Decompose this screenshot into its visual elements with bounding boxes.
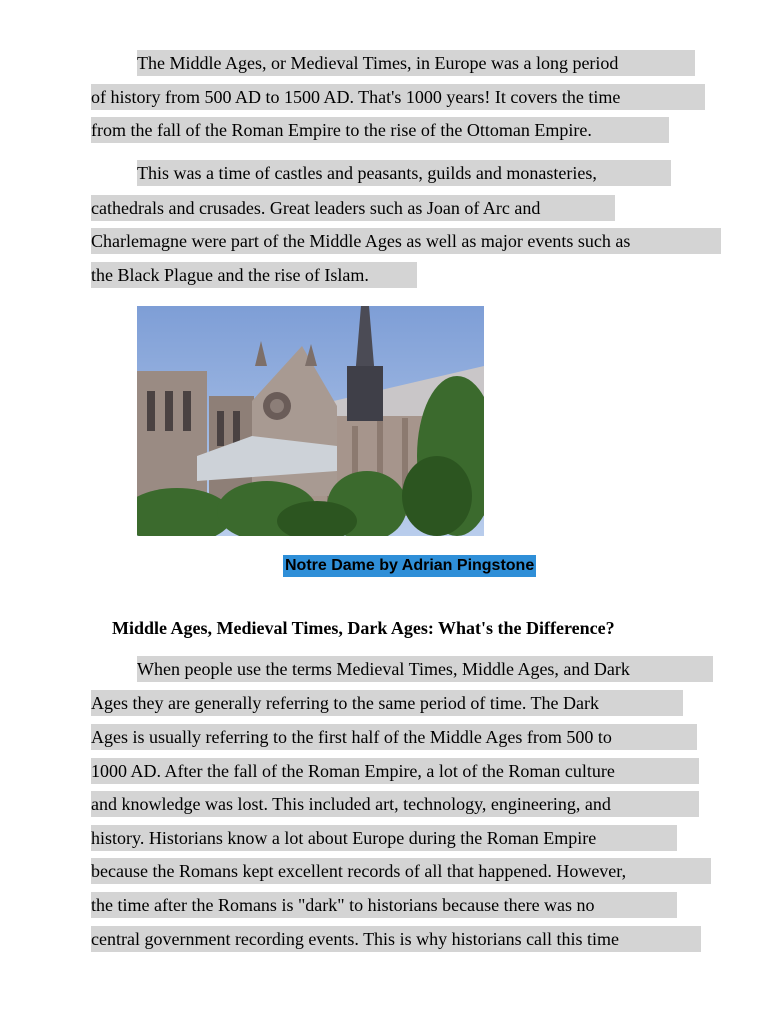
paragraph-line: because the Romans kept excellent records of all that happened. However, [91,858,711,884]
paragraph-line: and knowledge was lost. This included art, technology, engineering, and [91,791,699,817]
paragraph-line: Ages they are generally referring to the same period of time. The Dark [91,690,683,716]
paragraph-line: the Black Plague and the rise of Islam. [91,262,417,288]
paragraph-line: Charlemagne were part of the Middle Ages as well as major events such as [91,228,721,254]
paragraph-line: When people use the terms Medieval Times, Middle Ages, and Dark [137,656,713,682]
paragraph-line: central government recording events. This is why historians call this time [91,926,701,952]
section-heading: Middle Ages, Medieval Times, Dark Ages: What's the Difference? [112,618,615,638]
paragraph-line: Ages is usually referring to the first half of the Middle Ages from 500 to [91,724,697,750]
paragraph-line: of history from 500 AD to 1500 AD. That's 1000 years! It covers the time [91,84,705,110]
notre-dame-photo [137,306,484,536]
paragraph-line: the time after the Romans is "dark" to historians because there was no [91,892,677,918]
paragraph-line: 1000 AD. After the fall of the Roman Empire, a lot of the Roman culture [91,758,699,784]
paragraph-line: The Middle Ages, or Medieval Times, in Europe was a long period [137,50,695,76]
paragraph-line: cathedrals and crusades. Great leaders such as Joan of Arc and [91,195,615,221]
paragraph-line: This was a time of castles and peasants, guilds and monasteries, [137,160,671,186]
cathedral-illustration [137,306,484,536]
photo-caption: Notre Dame by Adrian Pingstone [283,555,536,577]
paragraph-line: history. Historians know a lot about Europe during the Roman Empire [91,825,677,851]
paragraph-line: from the fall of the Roman Empire to the rise of the Ottoman Empire. [91,117,669,143]
